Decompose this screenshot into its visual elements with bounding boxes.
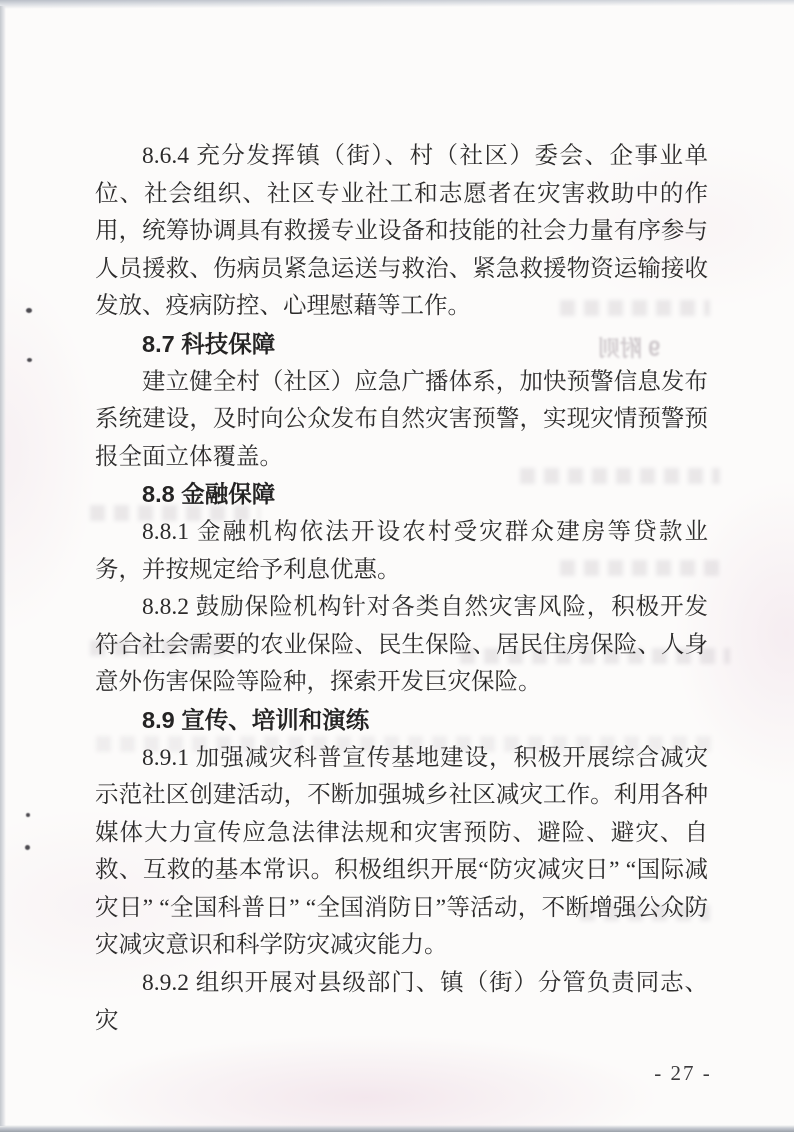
document-body <box>95 138 708 1040</box>
scan-speck <box>26 813 30 817</box>
scan-edge-bottom <box>0 1125 794 1132</box>
paragraph: 8.8.1 金融机构依法开设农村受灾群众建房等贷款业务，并按规定给予利息优惠。 <box>95 518 708 583</box>
scan-edge-top <box>0 0 794 9</box>
scan-speck <box>26 308 32 313</box>
section-heading: 8.7 科技保障 <box>142 330 276 357</box>
paragraph: 建立健全村（社区）应急广播体系，加快预警信息发布系统建设，及时向公众发布自然灾害预警，实现灾情预警预报全面立体覆盖。 <box>95 368 708 470</box>
paragraph: 8.9.1 加强减灾科普宣传基地建设，积极开展综合减灾示范社区创建活动，不断加强城乡社区减灾工作。利用各种媒体大力宣传应急法律法规和灾害预防、避险、避灾、自救、互救的基本常识。积极组织开展“防灾减灾日” “国际减灾日” “全国科普日” “全国消防日”等活动，不断增强公众防灾减灾意识和科学防灾减灾能力。 <box>95 744 708 959</box>
scan-edge-left <box>0 6 6 1126</box>
section-heading: 8.9 宣传、培训和演练 <box>142 706 370 733</box>
paragraph: 8.6.4 充分发挥镇（街）、村（社区）委会、企事业单位、社会组织、社区专业社工和志愿者在灾害救助中的作用，统筹协调具有救援专业设备和技能的社会力量有序参与人员援救、伤病员紧急运送与救治、紧急救援物资运输接收发放、疫病防控、心理慰藉等工作。 <box>95 143 708 320</box>
scan-speck <box>27 358 32 362</box>
scan-speck <box>25 845 30 850</box>
paragraph: 8.8.2 鼓励保险机构针对各类自然灾害风险，积极开发符合社会需要的农业保险、民生保险、居民住房保险、人身意外伤害保险等险种，探索开发巨灾保险。 <box>95 594 708 696</box>
page-number: - 27 - <box>654 1061 712 1085</box>
paragraph: 8.9.2 组织开展对县级部门、镇（街）分管负责同志、灾 <box>95 970 708 1034</box>
bleedthrough-text: 9 附则 <box>598 336 661 361</box>
section-heading: 8.8 金融保障 <box>142 481 276 508</box>
